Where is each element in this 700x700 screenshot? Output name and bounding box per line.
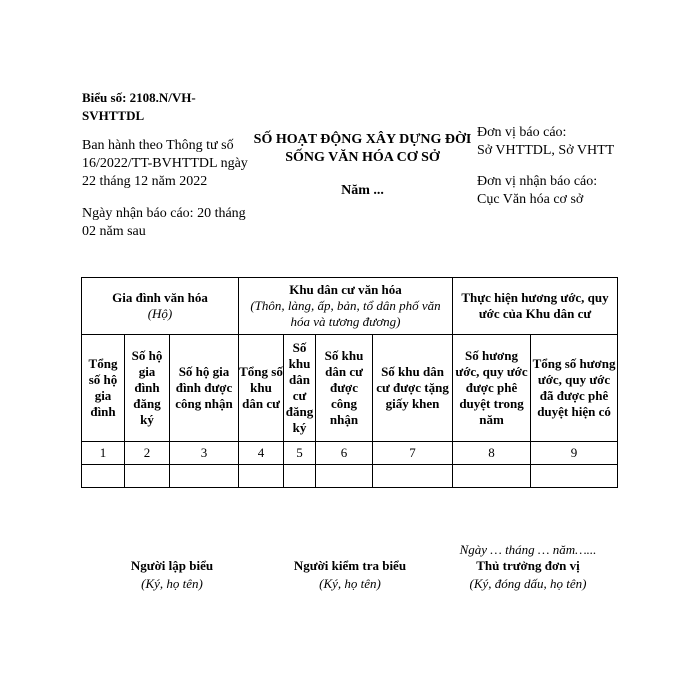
column-header: Tổng số hộ gia đình [82, 335, 125, 442]
column-number: 6 [316, 442, 373, 465]
signature-preparer [82, 557, 262, 593]
column-header-row [82, 335, 618, 442]
data-entry-row [82, 465, 618, 488]
signature-checker [260, 557, 440, 593]
column-number: 2 [125, 442, 170, 465]
column-number: 7 [373, 442, 453, 465]
report-unit-label: Đơn vị báo cáo: [477, 125, 567, 140]
receive-date-text: Ngày nhận báo cáo: 20 tháng 02 năm sau [82, 206, 246, 239]
group-title: Khu dân cư văn hóa [289, 282, 402, 297]
column-header: Số hương ước, quy ước được phê duyệt trong năm [453, 335, 531, 442]
group-title: Thực hiện hương ước, quy ước của Khu dân cư [461, 290, 609, 321]
signature-note: (Ký, họ tên) [319, 576, 381, 591]
column-header: Tổng số hương ước, quy ước đã được phê duyệt hiện có [531, 335, 618, 442]
document-year: Năm ... [341, 183, 384, 198]
report-unit-block [477, 124, 652, 160]
data-cell [531, 465, 618, 488]
signature-title: Người kiểm tra biểu [293, 558, 407, 573]
signature-title: Người lập biểu [130, 558, 214, 573]
issued-by-text: Ban hành theo Thông tư số 16/2022/TT-BVHTTDL ngày 22 tháng 12 năm 2022 [82, 138, 248, 189]
column-header: Tổng số khu dân cư [239, 335, 284, 442]
data-cell [316, 465, 373, 488]
signature-note: (Ký, họ tên) [141, 576, 203, 591]
document-title: SỐ HOẠT ĐỘNG XÂY DỰNG ĐỜI SỐNG VĂN HÓA CƠ SỞ [253, 132, 472, 165]
data-cell [373, 465, 453, 488]
data-cell [125, 465, 170, 488]
column-header: Số khu dân cư được tặng giấy khen [373, 335, 453, 442]
column-number: 8 [453, 442, 531, 465]
column-header: Số khu dân cư được công nhận [316, 335, 373, 442]
receive-unit-block [477, 173, 652, 209]
data-cell [170, 465, 239, 488]
group-subtitle: (Thôn, làng, ấp, bản, tổ dân phố văn hóa và tương đương) [250, 298, 441, 329]
column-number: 3 [170, 442, 239, 465]
data-cell [82, 465, 125, 488]
group-title: Gia đình văn hóa [112, 290, 208, 305]
receive-unit-value: Cục Văn hóa cơ sở [477, 192, 584, 207]
data-cell [284, 465, 316, 488]
column-number: 9 [531, 442, 618, 465]
column-header: Số hộ gia đình được công nhận [170, 335, 239, 442]
group-header-row [82, 278, 618, 335]
signature-unit-head [438, 557, 618, 593]
receive-unit-label: Đơn vị nhận báo cáo: [477, 174, 598, 189]
form-code: Biểu số: 2108.N/VH-SVHTTDL [82, 90, 196, 123]
data-cell [453, 465, 531, 488]
column-header: Số khu dân cư đăng ký [284, 335, 316, 442]
group-header-convention [453, 278, 618, 335]
column-number: 5 [284, 442, 316, 465]
column-number: 4 [239, 442, 284, 465]
column-number-row [82, 442, 618, 465]
group-header-residential [239, 278, 453, 335]
group-header-family [82, 278, 239, 335]
data-cell [239, 465, 284, 488]
column-header: Số hộ gia đình đăng ký [125, 335, 170, 442]
signature-date-line: Ngày … tháng … năm…... [459, 542, 597, 557]
signature-note: (Ký, đóng dấu, họ tên) [469, 576, 587, 591]
column-number: 1 [82, 442, 125, 465]
signature-title: Thủ trưởng đơn vị [476, 558, 580, 573]
group-subtitle: (Hộ) [147, 306, 173, 321]
report-unit-value: Sở VHTTDL, Sở VHTT [477, 143, 615, 158]
report-table [81, 277, 618, 488]
